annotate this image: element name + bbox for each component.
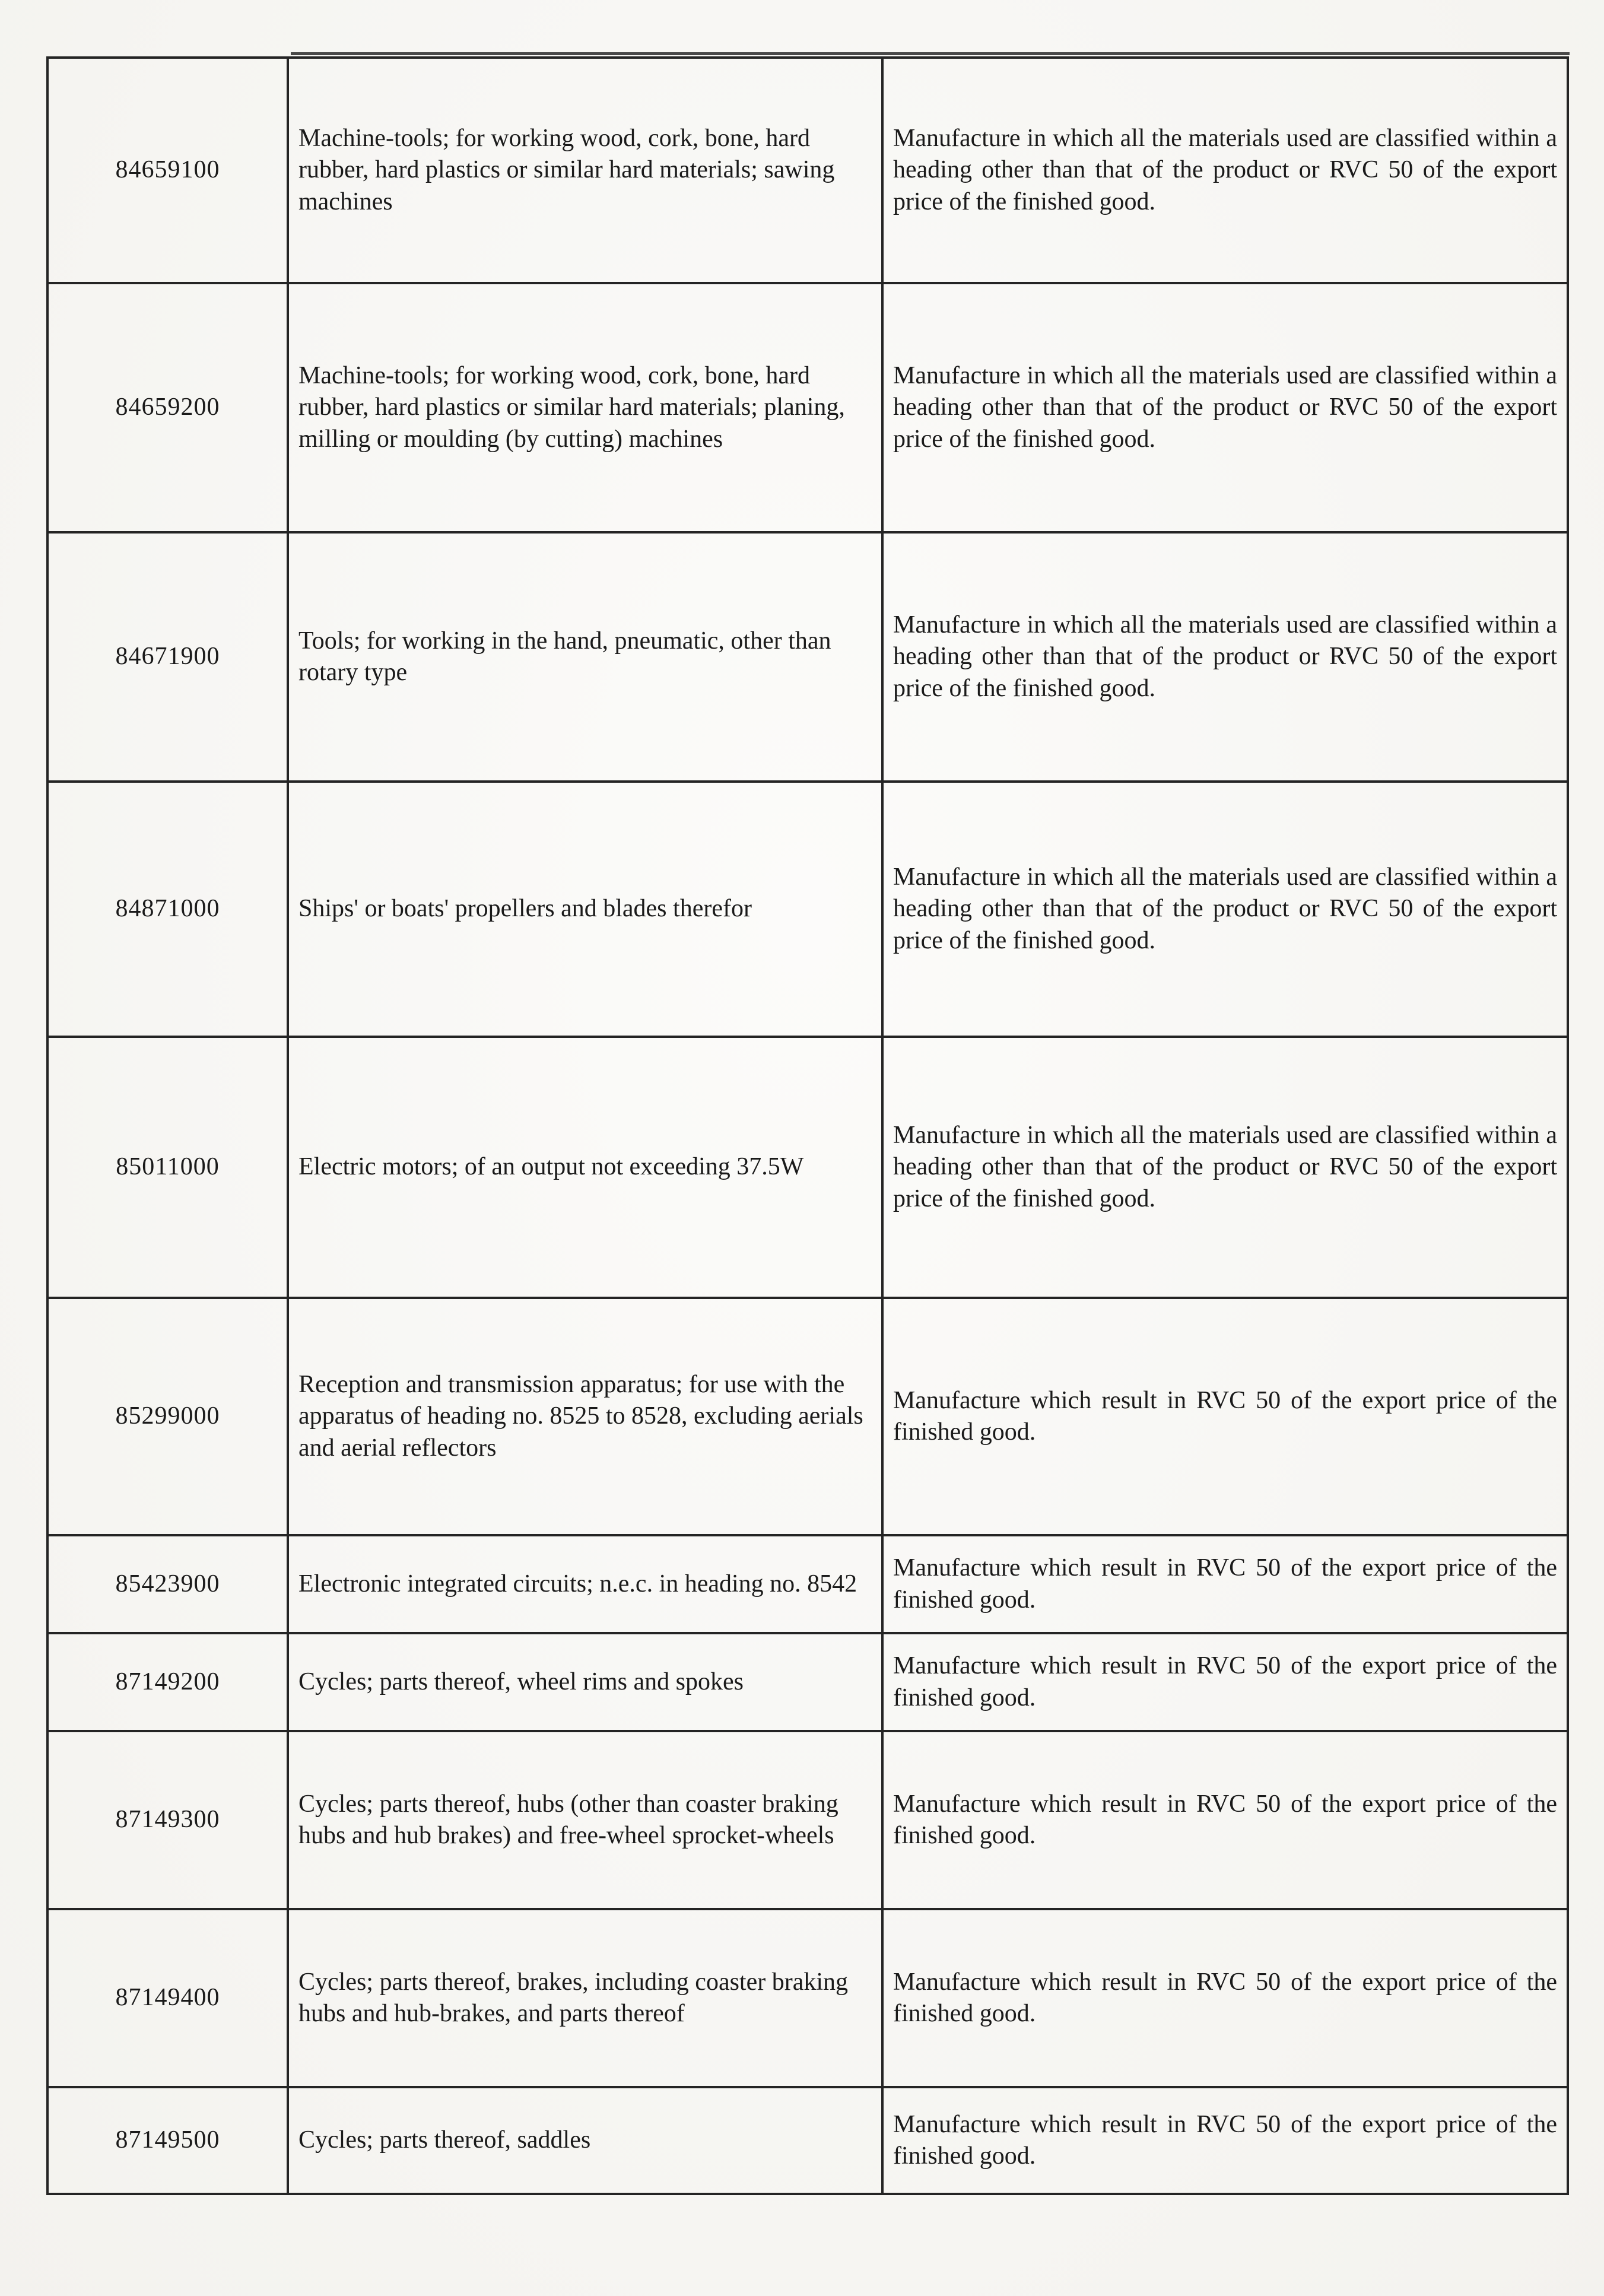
hs-code-cell: 85299000 — [47, 1298, 288, 1535]
description-cell: Cycles; parts thereof, saddles — [288, 2087, 882, 2194]
table-row — [47, 1909, 1568, 2087]
hs-code-cell: 87149300 — [47, 1731, 288, 1909]
rule-cell: Manufacture in which all the materials used are classified within a heading other than that of the product or RVC 50 of the export price of the finished good. — [882, 782, 1568, 1037]
description-cell: Ships' or boats' propellers and blades therefor — [288, 782, 882, 1037]
rule-cell: Manufacture which result in RVC 50 of the export price of the finished good. — [882, 1633, 1568, 1731]
rule-cell: Manufacture in which all the materials used are classified within a heading other than that of the product or RVC 50 of the export price of the finished good. — [882, 1037, 1568, 1298]
description-cell: Machine-tools; for working wood, cork, bone, hard rubber, hard plastics or similar hard materials; sawing machines — [288, 58, 882, 283]
hs-code-cell: 85423900 — [47, 1535, 288, 1633]
table-row — [47, 2087, 1568, 2194]
table-row — [47, 1731, 1568, 1909]
description-cell: Electronic integrated circuits; n.e.c. in heading no. 8542 — [288, 1535, 882, 1633]
description-cell: Electric motors; of an output not exceeding 37.5W — [288, 1037, 882, 1298]
table-row — [47, 1633, 1568, 1731]
description-cell: Reception and transmission apparatus; for use with the apparatus of heading no. 8525 to 8528, excluding aerials and aerial reflectors — [288, 1298, 882, 1535]
rule-cell: Manufacture which result in RVC 50 of the export price of the finished good. — [882, 1535, 1568, 1633]
rule-cell: Manufacture which result in RVC 50 of the export price of the finished good. — [882, 1909, 1568, 2087]
description-cell: Machine-tools; for working wood, cork, bone, hard rubber, hard plastics or similar hard materials; planing, milling or moulding (by cutting) machines — [288, 283, 882, 532]
description-cell: Cycles; parts thereof, brakes, including coaster braking hubs and hub-brakes, and parts thereof — [288, 1909, 882, 2087]
hs-code-cell: 84871000 — [47, 782, 288, 1037]
rule-cell: Manufacture in which all the materials used are classified within a heading other than that of the product or RVC 50 of the export price of the finished good. — [882, 532, 1568, 782]
table-row — [47, 532, 1568, 782]
hs-code-cell: 84671900 — [47, 532, 288, 782]
table-row — [47, 283, 1568, 532]
hs-code-cell: 87149500 — [47, 2087, 288, 2194]
table-row — [47, 1037, 1568, 1298]
scan-edge-artifact — [291, 52, 1570, 55]
hs-code-cell: 84659200 — [47, 283, 288, 532]
table-row — [47, 782, 1568, 1037]
rule-cell: Manufacture in which all the materials used are classified within a heading other than that of the product or RVC 50 of the export price of the finished good. — [882, 283, 1568, 532]
rule-cell: Manufacture which result in RVC 50 of the export price of the finished good. — [882, 1731, 1568, 1909]
rule-cell: Manufacture in which all the materials used are classified within a heading other than that of the product or RVC 50 of the export price of the finished good. — [882, 58, 1568, 283]
rules-of-origin-table — [46, 56, 1569, 2195]
hs-code-cell: 87149200 — [47, 1633, 288, 1731]
table-row — [47, 1535, 1568, 1633]
description-cell: Cycles; parts thereof, hubs (other than coaster braking hubs and hub brakes) and free-wheel sprocket-wheels — [288, 1731, 882, 1909]
description-cell: Tools; for working in the hand, pneumatic, other than rotary type — [288, 532, 882, 782]
hs-code-cell: 84659100 — [47, 58, 288, 283]
description-cell: Cycles; parts thereof, wheel rims and spokes — [288, 1633, 882, 1731]
rule-cell: Manufacture which result in RVC 50 of the export price of the finished good. — [882, 2087, 1568, 2194]
hs-code-cell: 87149400 — [47, 1909, 288, 2087]
table-row — [47, 1298, 1568, 1535]
rule-cell: Manufacture which result in RVC 50 of the export price of the finished good. — [882, 1298, 1568, 1535]
table-row — [47, 58, 1568, 283]
hs-code-cell: 85011000 — [47, 1037, 288, 1298]
